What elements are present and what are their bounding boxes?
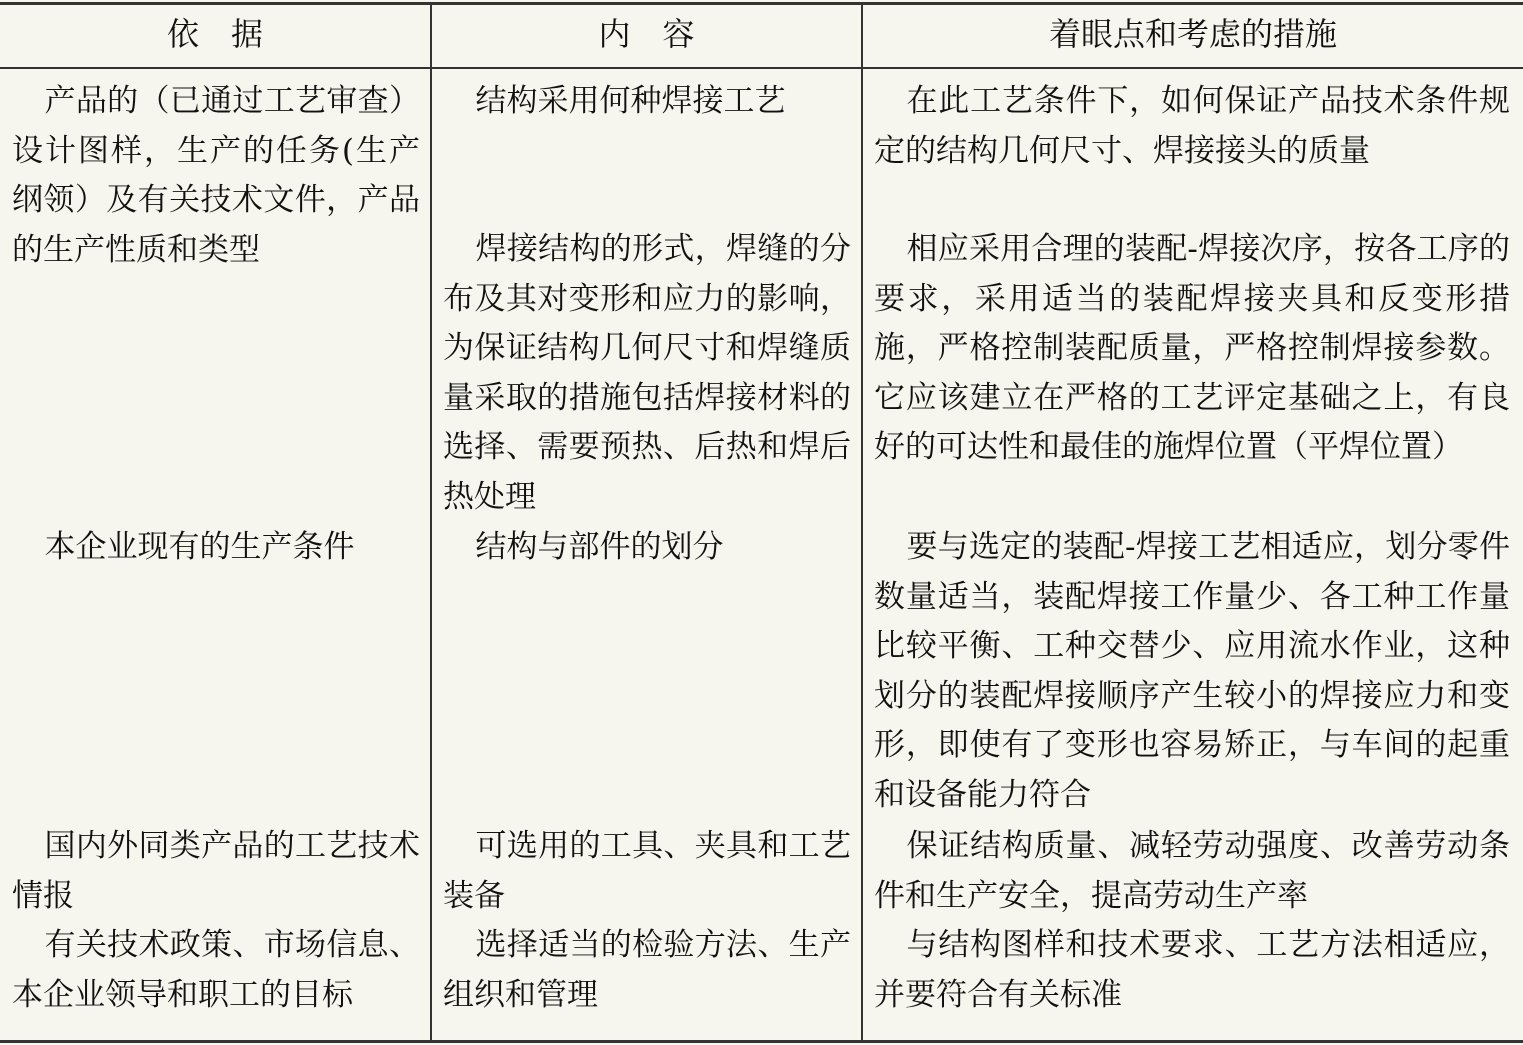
row-1-basis: 产品的（已通过工艺审查）设计图样，生产的任务(生产纲领）及有关技术文件，产品的生产性质和类型: [12, 83, 420, 268]
row-2-content: 焊接结构的形式，焊缝的分布及其对变形和应力的影响，为保证结构几何尺寸和焊缝质量采取的措施包括焊接材料的选择、需要预热、后热和焊后热处理: [443, 231, 851, 515]
row-3-measures: 要与选定的装配-焊接工艺相适应，划分零件数量适当，装配焊接工作量少、各工种工作量比较平衡、工种交替少、应用流水作业，这种划分的装配焊接顺序产生较小的焊接应力和变形，即使有了变形也容易矫正，与车间的起重和设备能力符合: [874, 529, 1510, 813]
row-4-content: 可选用的工具、夹具和工艺装备: [443, 828, 851, 914]
header-measures: 着眼点和考虑的措施: [1048, 15, 1337, 53]
row-5-content: 选择适当的检验方法、生产组织和管理: [443, 927, 851, 1013]
row-4-measures: 保证结构质量、减轻劳动强度、改善劳动条件和生产安全，提高劳动生产率: [874, 828, 1510, 914]
column-divider: [430, 4, 432, 1041]
row-5-basis: 有关技术政策、市场信息、本企业领导和职工的目标: [12, 927, 420, 1013]
row-1-content: 结构采用何种焊接工艺: [475, 83, 786, 119]
row-3-content: 结构与部件的划分: [475, 529, 724, 565]
row-2-measures: 相应采用合理的装配-焊接次序，按各工序的要求，采用适当的装配焊接夹具和反变形措施，严格控制装配质量，严格控制焊接参数。它应该建立在严格的工艺评定基础之上，有良好的可达性和最佳的施焊位置（平焊位置）: [874, 231, 1510, 466]
row-4-basis: 国内外同类产品的工艺技术情报: [12, 828, 420, 914]
column-divider: [861, 4, 863, 1041]
header-basis: 依 据: [166, 15, 263, 53]
row-1-measures: 在此工艺条件下，如何保证产品技术条件规定的结构几何尺寸、焊接接头的质量: [874, 83, 1510, 169]
row-5-measures: 与结构图样和技术要求、工艺方法相适应，并要符合有关标准: [874, 927, 1510, 1013]
table-bottom-rule: [0, 1040, 1523, 1043]
header-content: 内 容: [598, 15, 695, 53]
row-3-basis: 本企业现有的生产条件: [44, 529, 355, 565]
